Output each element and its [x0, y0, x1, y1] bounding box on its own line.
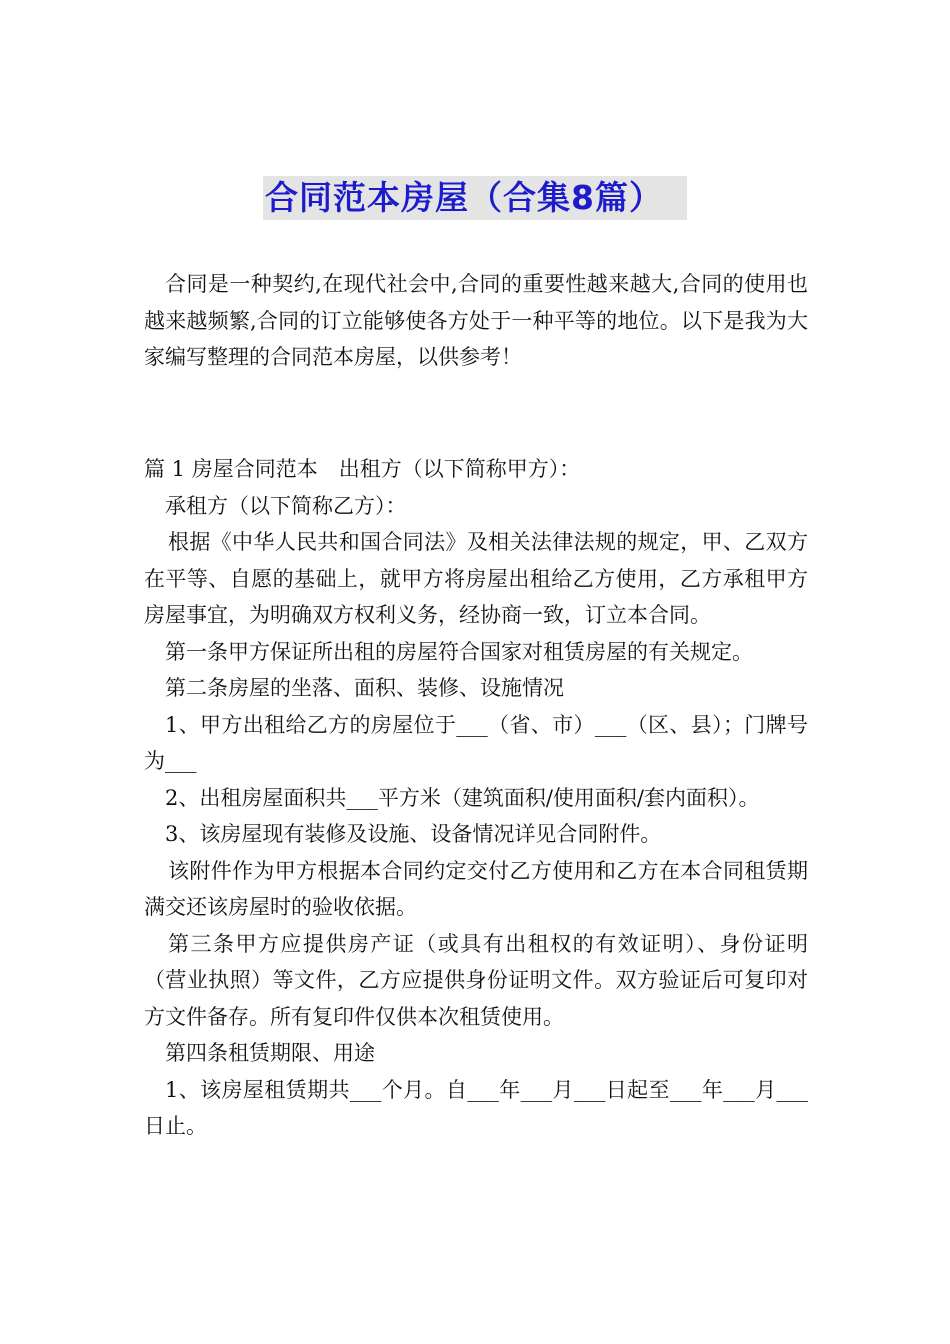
- contract-body: [144, 451, 808, 1145]
- lessee-line: 承租方（以下简称乙方）：: [165, 493, 407, 518]
- article-1: 第一条甲方保证所出租的房屋符合国家对租赁房屋的有关规定。: [165, 639, 753, 664]
- article-3: 第三条甲方应提供房产证（或具有出租权的有效证明）、身份证明（营业执照）等文件，乙方应提供身份证明文件。双方验证后可复印对方文件备存。所有复印件仅供本次租赁使用。: [144, 931, 808, 1029]
- intro-paragraph: 合同是一种契约,在现代社会中,合同的重要性越来越大,合同的使用也越来越频繁,合同的订立能够使各方处于一种平等的地位。以下是我为大家编写整理的合同范本房屋，以供参考！: [144, 272, 808, 369]
- article-2-item-1: 1、甲方出租给乙方的房屋位于___（省、市）___（区、县）；门牌号为___: [144, 712, 808, 773]
- article-2-item-2: 2、出租房屋面积共___平方米（建筑面积/使用面积/套内面积）。: [165, 785, 760, 810]
- article-2-item-3: 3、该房屋现有装修及设施、设备情况详见合同附件。: [165, 822, 662, 846]
- article-4-item-1: 1、该房屋租赁期共___个月。自___年___月___日起至___年___月___日止。: [144, 1077, 808, 1138]
- preamble-paragraph: 根据《中华人民共和国合同法》及相关法律法规的规定，甲、乙双方在平等、自愿的基础上，就甲方将房屋出租给乙方使用，乙方承租甲方房屋事宜，为明确双方权利义务，经协商一致，订立本合同。: [144, 530, 808, 627]
- article-4-heading: 第四条租赁期限、用途: [165, 1041, 375, 1065]
- document-title: 合同范本房屋（合集8篇）: [263, 176, 687, 220]
- intro-section: [144, 266, 808, 376]
- attachment-paragraph: 该附件作为甲方根据本合同约定交付乙方使用和乙方在本合同租赁期满交还该房屋时的验收依据。: [144, 858, 808, 919]
- article-2-heading: 第二条房屋的坐落、面积、装修、设施情况: [165, 676, 564, 700]
- title-container: [0, 176, 950, 220]
- section-heading-paragraph: 篇 1 房屋合同范本 出租方（以下简称甲方）：: [144, 457, 581, 481]
